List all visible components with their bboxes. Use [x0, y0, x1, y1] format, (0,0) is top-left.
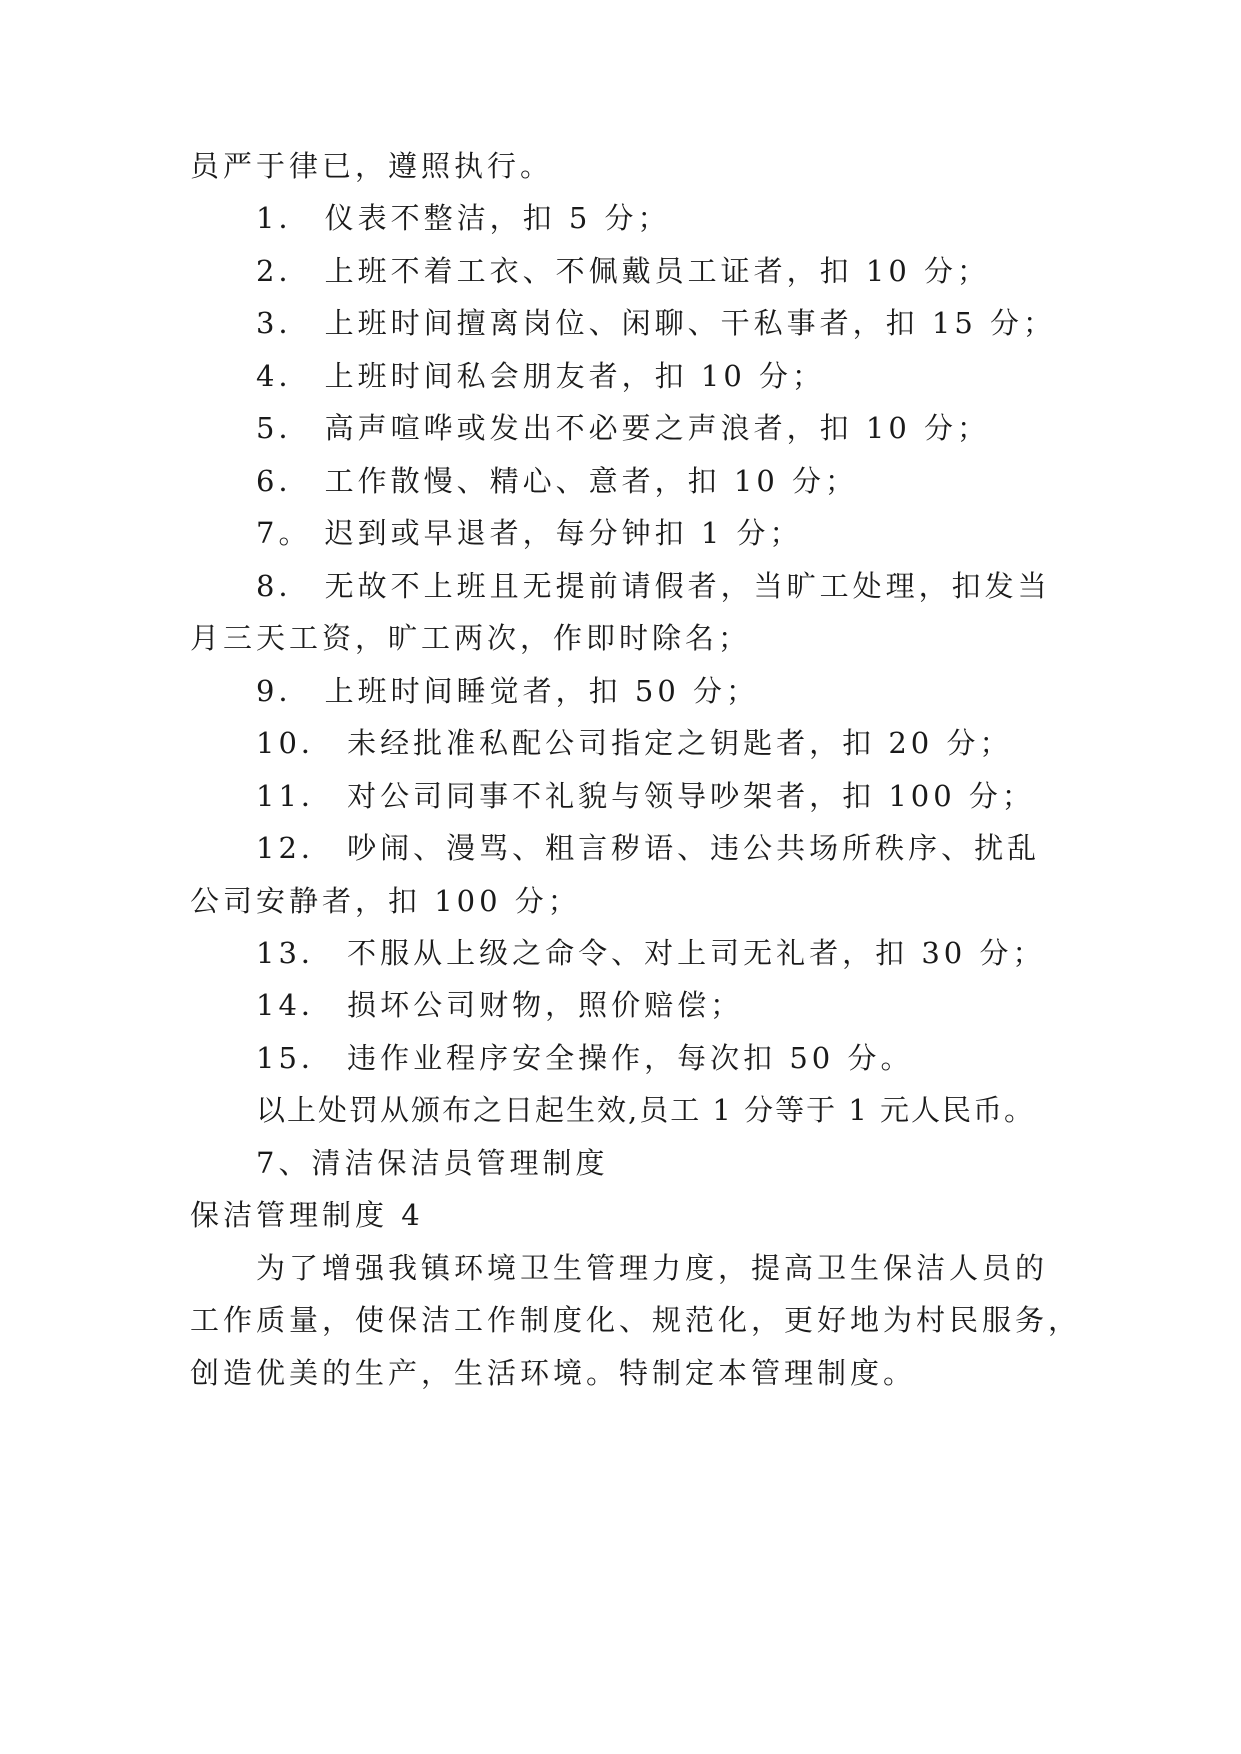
paragraph-line: 为了增强我镇环境卫生管理力度，提高卫生保洁人员的 — [256, 1251, 1049, 1285]
paragraph-line: 工作质量，使保洁工作制度化、规范化，更好地为村民服务， — [190, 1303, 1082, 1337]
text-line: 月三天工资，旷工两次，作即时除名； — [190, 621, 752, 655]
list-item: 4． 上班时间私会朋友者，扣 10 分； — [256, 359, 826, 393]
list-item: 8． 无故不上班且无提前请假者，当旷工处理，扣发当 — [256, 569, 1051, 603]
list-item: 14． 损坏公司财物，照价赔偿； — [256, 988, 744, 1022]
section-heading: 保洁管理制度 4 — [190, 1198, 424, 1232]
list-item: 7。 迟到或早退者，每分钟扣 1 分； — [256, 516, 803, 550]
text-line: 以上处罚从颁布之日起生效,员工 1 分等于 1 元人民币。 — [256, 1093, 1035, 1127]
section-heading: 7、清洁保洁员管理制度 — [256, 1146, 609, 1180]
text-line: 员严于律已，遵照执行。 — [190, 149, 554, 183]
list-item: 2． 上班不着工衣、不佩戴员工证者，扣 10 分； — [256, 254, 991, 288]
list-item: 9． 上班时间睡觉者，扣 50 分； — [256, 674, 760, 708]
paragraph-line: 创造优美的生产，生活环境。特制定本管理制度。 — [190, 1356, 917, 1390]
list-item: 11． 对公司同事不礼貌与领导吵架者，扣 100 分； — [256, 779, 1035, 813]
list-item: 15． 违作业程序安全操作，每次扣 50 分。 — [256, 1041, 914, 1075]
text-line: 公司安静者，扣 100 分； — [190, 884, 581, 918]
list-item: 6． 工作散慢、精心、意者，扣 10 分； — [256, 464, 859, 498]
list-item: 5． 高声喧哗或发出不必要之声浪者，扣 10 分； — [256, 411, 991, 445]
list-item: 13． 不服从上级之命令、对上司无礼者，扣 30 分； — [256, 936, 1046, 970]
list-item: 1． 仪表不整洁，扣 5 分； — [256, 201, 671, 235]
list-item: 12． 吵闹、漫骂、粗言秽语、违公共场所秩序、扰乱 — [256, 831, 1041, 865]
list-item: 10． 未经批准私配公司指定之钥匙者，扣 20 分； — [256, 726, 1013, 760]
list-item: 3． 上班时间擅离岗位、闲聊、干私事者，扣 15 分； — [256, 306, 1057, 340]
